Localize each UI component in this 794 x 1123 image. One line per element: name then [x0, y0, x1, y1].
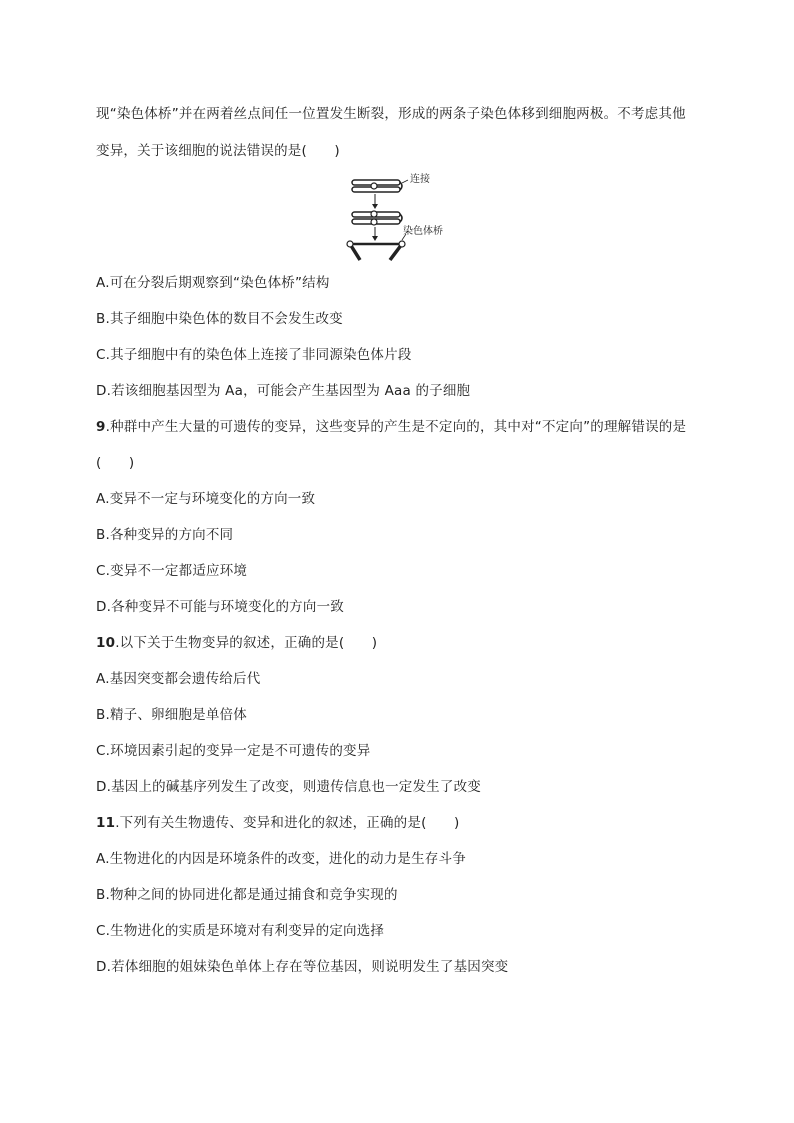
q10-stem [96, 633, 377, 653]
q11-option-a: A.生物进化的内因是环境条件的改变，进化的动力是生存斗争 [96, 851, 466, 867]
q10-option-d: D.基因上的碱基序列发生了改变，则遗传信息也一定发生了改变 [96, 779, 481, 795]
q8-option-a: A.可在分裂后期观察到“染色体桥”结构 [96, 275, 330, 291]
q9-option-c: C.变异不一定都适应环境 [96, 563, 248, 579]
q11-stem-text: .下列有关生物遗传、变异和进化的叙述，正确的是( ) [115, 815, 460, 831]
q8-option-d: D.若该细胞基因型为 Aa，可能会产生基因型为 Aaa 的子细胞 [96, 383, 471, 399]
chromosome-bridge-diagram [340, 170, 460, 282]
q10-option-b: B.精子、卵细胞是单倍体 [96, 707, 247, 723]
q11-number: 11 [96, 815, 116, 831]
q11-stem [96, 813, 459, 833]
q9-option-d: D.各种变异不可能与环境变化的方向一致 [96, 599, 344, 615]
q11-option-d: D.若体细胞的姐妹染色单体上存在等位基因，则说明发生了基因突变 [96, 959, 509, 975]
q8-stem-line2: 变异，关于该细胞的说法错误的是( ) [96, 143, 340, 159]
q10-option-c: C.环境因素引起的变异一定是不可遗传的变异 [96, 743, 371, 759]
q10-number: 10 [96, 635, 116, 651]
q9-stem-text: .种群中产生大量的可遗传的变异，这些变异的产生是不定向的，其中对“不定向”的理解错误的是 [105, 419, 687, 435]
q9-stem-line1 [96, 417, 686, 437]
q9-stem-line2: ( ) [96, 455, 135, 471]
q9-number: 9 [96, 419, 106, 435]
q11-option-c: C.生物进化的实质是环境对有利变异的定向选择 [96, 923, 385, 939]
q10-stem-text: .以下关于生物变异的叙述，正确的是( ) [115, 635, 378, 651]
q11-option-b: B.物种之间的协同进化都是通过捕食和竞争实现的 [96, 887, 398, 903]
figure-label-bridge: 染色体桥 [403, 226, 443, 237]
q9-option-b: B.各种变异的方向不同 [96, 527, 234, 543]
joined-chromatids [352, 180, 408, 192]
q10-option-a: A.基因突变都会遗传给后代 [96, 671, 261, 687]
q8-option-c: C.其子细胞中有的染色体上连接了非同源染色体片段 [96, 347, 412, 363]
q8-stem-line1: 现“染色体桥”并在两着丝点间任一位置发生断裂，形成的两条子染色体移到细胞两极。不考虑其他 [96, 106, 686, 122]
dicentric-chromatids [352, 211, 402, 225]
q8-option-b: B.其子细胞中染色体的数目不会发生改变 [96, 311, 343, 327]
q9-option-a: A.变异不一定与环境变化的方向一致 [96, 491, 316, 507]
figure-label-connect: 连接 [410, 174, 430, 185]
chromosome-bridge-figure [340, 170, 460, 282]
